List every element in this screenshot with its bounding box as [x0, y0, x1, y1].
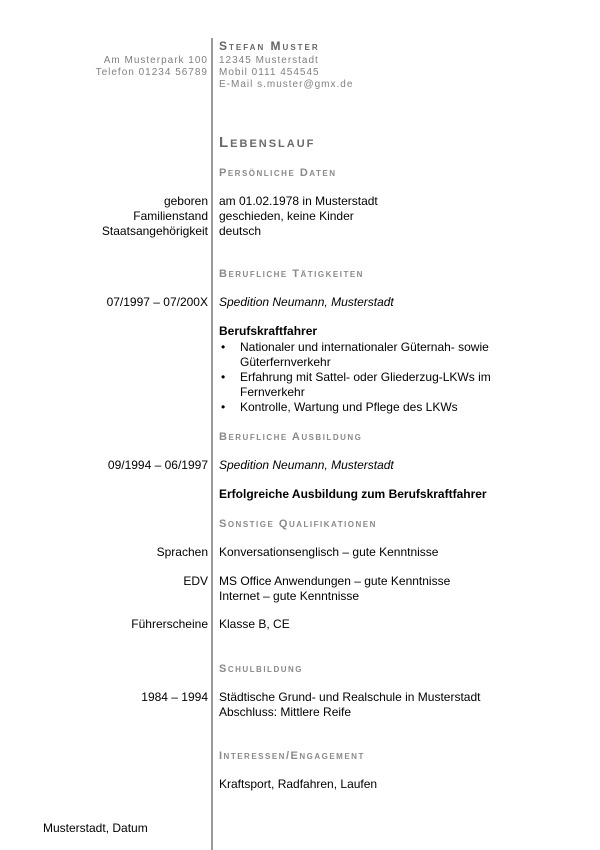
list-item: • Erfahrung mit Sattel- oder Gliederzug-LKWs im Fernverkehr — [219, 370, 519, 400]
value-nationality: deutsch — [219, 224, 262, 238]
personal-values — [219, 194, 378, 239]
school-name: Städtische Grund- und Realschule in Musterstadt — [219, 690, 481, 704]
postal-city: 12345 Musterstadt — [219, 55, 319, 66]
section-heading-interests: Interessen/Engagement — [219, 750, 365, 762]
edv-values — [219, 574, 450, 604]
edv-value-internet: Internet – gute Kenntnisse — [219, 589, 360, 603]
license-label: Führerscheine — [131, 617, 208, 631]
divider-line — [211, 38, 213, 850]
personal-labels — [102, 194, 208, 239]
languages-value: Konversationsenglisch – gute Kenntnisse — [219, 545, 439, 559]
school-values — [219, 690, 480, 720]
section-heading-qualifications: Sonstige Qualifikationen — [219, 518, 377, 530]
value-born: am 01.02.1978 in Musterstadt — [219, 194, 378, 208]
address-right — [219, 55, 353, 91]
document-title: Lebenslauf — [219, 134, 316, 151]
person-name: Stefan Muster — [219, 39, 320, 53]
label-marital-status: Familienstand — [133, 209, 208, 223]
phone: Telefon 01234 56789 — [95, 67, 208, 78]
section-heading-school: Schulbildung — [219, 663, 303, 675]
interests-value: Kraftsport, Radfahren, Laufen — [219, 777, 378, 791]
career-role: Berufskraftfahrer — [219, 324, 318, 338]
training-description: Erfolgreiche Ausbildung zum Berufskraftfahrer — [219, 487, 487, 501]
list-item: • Nationaler und internationaler Güternah- sowie Güterfernverkehr — [219, 340, 519, 370]
value-marital-status: geschieden, keine Kinder — [219, 209, 354, 223]
training-employer: Spedition Neumann, Musterstadt — [219, 458, 394, 472]
career-employer: Spedition Neumann, Musterstadt — [219, 295, 394, 309]
license-value: Klasse B, CE — [219, 617, 290, 631]
mobile: Mobil 0111 454545 — [219, 67, 320, 78]
languages-label: Sprachen — [156, 545, 208, 559]
training-date: 09/1994 – 06/1997 — [107, 458, 208, 472]
section-heading-training: Berufliche Ausbildung — [219, 431, 363, 443]
edv-value-office: MS Office Anwendungen – gute Kenntnisse — [219, 574, 451, 588]
list-item: • Kontrolle, Wartung und Pflege des LKWs — [219, 400, 519, 415]
place-date: Musterstadt, Datum — [43, 821, 148, 835]
email: E-Mail s.muster@gmx.de — [219, 79, 354, 90]
edv-label: EDV — [183, 574, 208, 588]
label-nationality: Staatsangehörigkeit — [101, 224, 208, 238]
school-date: 1984 – 1994 — [141, 690, 208, 704]
label-born: geboren — [163, 194, 208, 208]
section-heading-personal: Persönliche Daten — [219, 167, 337, 179]
career-date: 07/1997 – 07/200X — [106, 295, 208, 309]
school-degree: Abschluss: Mittlere Reife — [219, 705, 352, 719]
section-heading-career: Berufliche Tätigkeiten — [219, 268, 364, 280]
address-street: Am Musterpark 100 — [103, 55, 208, 66]
career-duties-list — [219, 340, 519, 415]
address-left — [96, 55, 208, 79]
